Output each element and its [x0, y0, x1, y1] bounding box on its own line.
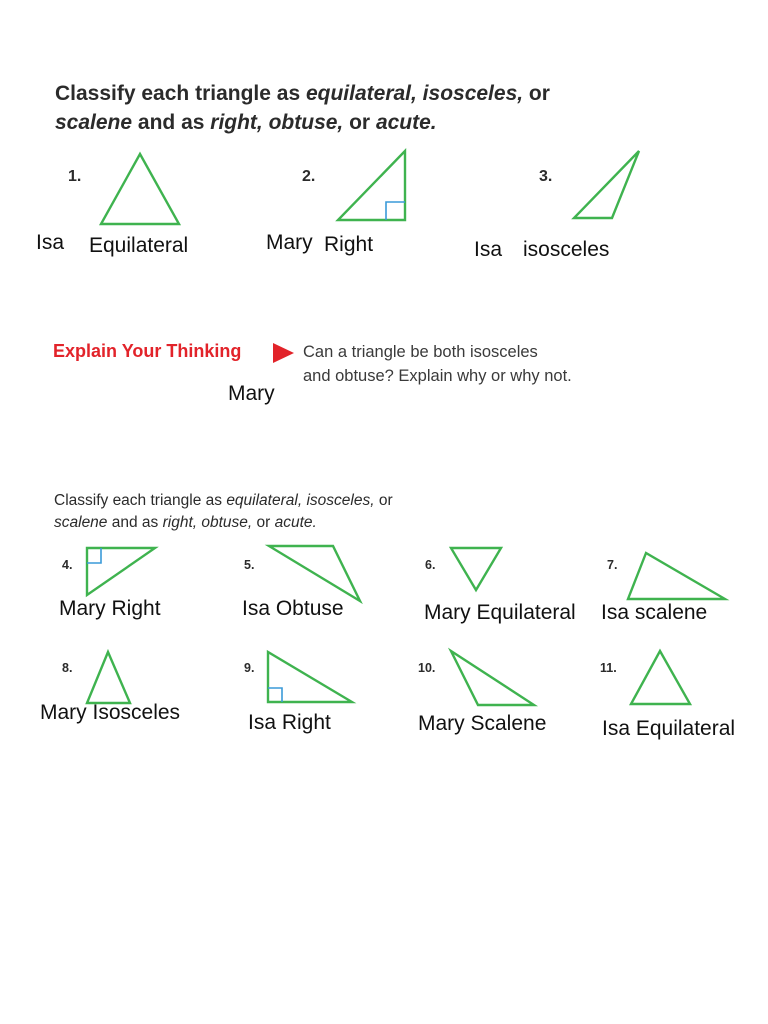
title-text: or: [252, 514, 275, 531]
problem-10-answer: Mary Scalene: [418, 712, 547, 735]
problem-3-answer: isosceles: [523, 238, 610, 261]
problem-11-number: 11.: [600, 661, 617, 675]
problem-7-answer: Isa scalene: [601, 601, 708, 624]
problem-9-triangle: [268, 652, 352, 702]
problem-8-number: 8.: [62, 661, 73, 675]
problem-6-number: 6.: [425, 558, 436, 572]
title-emphasis: equilateral, isosceles,: [305, 82, 524, 105]
problem-4-triangle: [87, 548, 155, 595]
title-emphasis: right, obtuse,: [162, 514, 253, 531]
title-text: Classify each triangle as: [55, 82, 306, 105]
title-emphasis: right, obtuse,: [210, 111, 344, 134]
problem-8-triangle: [87, 652, 130, 703]
problem-11-triangle: [631, 651, 690, 704]
problem-9-number: 9.: [244, 661, 255, 675]
problem-10-triangle: [451, 651, 534, 705]
title-emphasis: equilateral, isosceles,: [226, 492, 375, 509]
problem-7-number: 7.: [607, 558, 618, 572]
problem-3-number: 3.: [539, 168, 553, 185]
problem-11-answer: Isa Equilateral: [602, 717, 736, 740]
explain-question-line2: and obtuse? Explain why or why not.: [303, 367, 572, 385]
title-text: and as: [132, 111, 211, 134]
problem-2-number: 2.: [302, 168, 316, 185]
problem-2-name: Mary: [266, 231, 313, 254]
title-emphasis: acute.: [274, 514, 317, 531]
problem-8-answer: Mary Isosceles: [40, 701, 181, 724]
title-text: or: [523, 82, 550, 105]
title-text: or: [374, 492, 393, 509]
explain-question-line1: Can a triangle be both isosceles: [303, 343, 538, 361]
explain-heading: Explain Your Thinking: [53, 341, 242, 361]
title-emphasis: acute.: [375, 111, 437, 134]
problem-5-triangle: [269, 546, 360, 601]
problem-10-number: 10.: [418, 661, 436, 675]
title-text: Classify each triangle as: [54, 492, 227, 509]
problem-5-answer: Isa Obtuse: [242, 597, 344, 620]
problem-2-answer: Right: [324, 233, 374, 256]
title-emphasis: scalene: [55, 111, 133, 134]
problem-7-triangle: [628, 553, 725, 599]
problem-3-name: Isa: [474, 238, 503, 261]
problem-4-number: 4.: [62, 558, 73, 572]
title-emphasis: scalene: [54, 514, 108, 531]
problem-1-name: Isa: [36, 231, 65, 254]
problem-9-answer: Isa Right: [248, 711, 331, 734]
problem-1-number: 1.: [68, 168, 82, 185]
explain-response: Mary: [228, 382, 275, 405]
problem-6-answer: Mary Equilateral: [424, 601, 576, 624]
problem-5-number: 5.: [244, 558, 255, 572]
title-text: or: [343, 111, 376, 134]
title-text: and as: [107, 514, 163, 531]
problem-6-triangle: [451, 548, 501, 590]
problem-4-answer: Mary Right: [59, 597, 161, 620]
problem-1-answer: Equilateral: [89, 234, 189, 257]
